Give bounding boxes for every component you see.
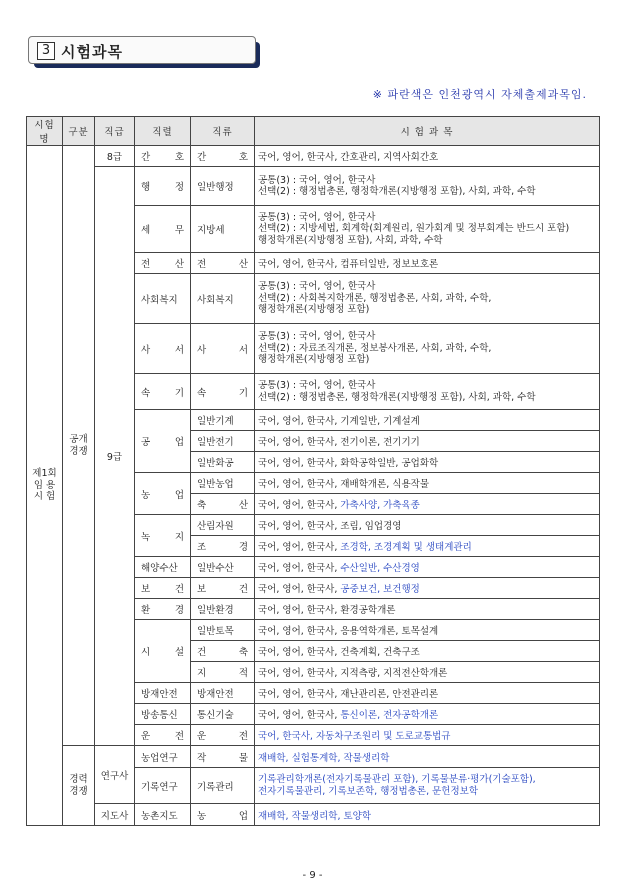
- subjects-common: 국어, 영어, 한국사,: [258, 542, 341, 553]
- subjects-cell: [255, 578, 600, 599]
- subjects-cell: 공통(3) : 국어, 영어, 한국사 선택(2) : 행정법총론, 행정학개론(지방행정 포함), 사회, 과학, 수학: [255, 167, 600, 206]
- header-exam: 시험명: [27, 117, 63, 146]
- class-cell: 일반전기: [191, 431, 255, 452]
- series-cell: 농 업: [135, 473, 191, 515]
- class-cell: 기록관리: [191, 768, 255, 804]
- series-cell: 행 정: [135, 167, 191, 206]
- series-cell: 기록연구: [135, 768, 191, 804]
- subjects-cell: 재배학, 작물생리학, 토양학: [255, 804, 600, 826]
- subjects-cell: 재배학, 실험통계학, 작물생리학: [255, 746, 600, 768]
- header-subjects: 시 험 과 목: [255, 117, 600, 146]
- class-cell: 속 기: [191, 374, 255, 410]
- subjects-cell: [255, 557, 600, 578]
- class-cell: 보 건: [191, 578, 255, 599]
- subjects-incheon: 가축사양, 가축육종: [340, 500, 420, 511]
- class-cell: 일반기계: [191, 410, 255, 431]
- subjects-cell: 국어, 영어, 한국사, 컴퓨터일반, 정보보호론: [255, 253, 600, 274]
- class-cell: 건 축: [191, 641, 255, 662]
- series-cell: 속 기: [135, 374, 191, 410]
- class-cell: 농 업: [191, 804, 255, 826]
- class-cell: 일반행정: [191, 167, 255, 206]
- subjects-common: 국어, 영어, 한국사,: [258, 584, 341, 595]
- class-cell: 일반환경: [191, 599, 255, 620]
- subjects-cell: 국어, 영어, 한국사, 재배학개론, 식용작물: [255, 473, 600, 494]
- class-cell: 전 산: [191, 253, 255, 274]
- blue-note: ※ 파란색은 인천광역시 자체출제과목임.: [372, 88, 587, 101]
- class-cell: 지 적: [191, 662, 255, 683]
- table-row: [27, 804, 600, 826]
- series-cell: 방송통신: [135, 704, 191, 725]
- header-grade: 직급: [95, 117, 135, 146]
- series-cell: 세 무: [135, 206, 191, 253]
- class-cell: 일반토목: [191, 620, 255, 641]
- subjects-cell: 국어, 영어, 한국사, 조림, 임업경영: [255, 515, 600, 536]
- subjects-cell: 국어, 한국사, 자동차구조원리 및 도로교통법규: [255, 725, 600, 746]
- subjects-cell: [255, 704, 600, 725]
- subjects-cell: 공통(3) : 국어, 영어, 한국사 선택(2) : 사회복지학개론, 행정법총론, 사회, 과학, 수학, 행정학개론(지방행정 포함): [255, 274, 600, 324]
- table-row: [27, 746, 600, 768]
- subjects-cell: 국어, 영어, 한국사, 기계일반, 기계설계: [255, 410, 600, 431]
- header-class: 직류: [191, 117, 255, 146]
- exam-subjects-table: [26, 116, 600, 826]
- table-header-row: [27, 117, 600, 146]
- series-cell: 녹 지: [135, 515, 191, 557]
- subjects-common: 국어, 영어, 한국사,: [258, 710, 341, 721]
- subjects-incheon: 수산일반, 수산경영: [340, 563, 420, 574]
- series-cell: 농업연구: [135, 746, 191, 768]
- class-cell: 간 호: [191, 146, 255, 167]
- subjects-cell: 기록관리학개론(전자기록물관리 포함), 기록물분류·평가(기술포함), 전자기록물관리, 기록보존학, 행정법총론, 문헌정보학: [255, 768, 600, 804]
- subjects-cell: 공통(3) : 국어, 영어, 한국사 선택(2) : 지방세법, 회계학(회계원리, 원가회계 및 정부회계는 반드시 포함) 행정학개론(지방행정 포함), 사회, 과학, 수학: [255, 206, 600, 253]
- series-cell: 전 산: [135, 253, 191, 274]
- class-cell: 사 서: [191, 324, 255, 374]
- series-cell: 환 경: [135, 599, 191, 620]
- grade-cell: 지도사: [95, 804, 135, 826]
- subjects-cell: [255, 536, 600, 557]
- series-cell: 방재안전: [135, 683, 191, 704]
- subjects-incheon: 조경학, 조경계획 및 생태계관리: [340, 542, 472, 553]
- header-box: [28, 36, 256, 64]
- subjects-cell: 국어, 영어, 한국사, 건축계획, 건축구조: [255, 641, 600, 662]
- category-open-cell: 공개 경쟁: [63, 146, 95, 746]
- table-row: [27, 167, 600, 206]
- series-cell: 해양수산: [135, 557, 191, 578]
- class-cell: 운 전: [191, 725, 255, 746]
- series-cell: 간 호: [135, 146, 191, 167]
- class-cell: 사회복지: [191, 274, 255, 324]
- series-cell: 농촌지도: [135, 804, 191, 826]
- section-header: [28, 36, 260, 68]
- section-number: 3: [37, 42, 55, 60]
- subjects-cell: 국어, 영어, 한국사, 화학공학일반, 공업화학: [255, 452, 600, 473]
- class-cell: 지방세: [191, 206, 255, 253]
- subjects-common: 국어, 영어, 한국사,: [258, 563, 341, 574]
- subjects-cell: 국어, 영어, 한국사, 응용역학개론, 토목설계: [255, 620, 600, 641]
- class-cell: 작 물: [191, 746, 255, 768]
- class-cell: 방재안전: [191, 683, 255, 704]
- series-cell: 공 업: [135, 410, 191, 473]
- class-cell: 일반수산: [191, 557, 255, 578]
- subjects-cell: 국어, 영어, 한국사, 전기이론, 전기기기: [255, 431, 600, 452]
- class-cell: 축 산: [191, 494, 255, 515]
- subjects-cell: 국어, 영어, 한국사, 환경공학개론: [255, 599, 600, 620]
- subjects-cell: 공통(3) : 국어, 영어, 한국사 선택(2) : 행정법총론, 행정학개론(지방행정 포함), 사회, 과학, 수학: [255, 374, 600, 410]
- page-number: - 9 -: [302, 870, 323, 881]
- grade-cell: 9급: [95, 167, 135, 746]
- subjects-cell: 국어, 영어, 한국사, 지적측량, 지적전산학개론: [255, 662, 600, 683]
- class-cell: 통신기술: [191, 704, 255, 725]
- subjects-incheon: 통신이론, 전자공학개론: [340, 710, 439, 721]
- class-cell: 일반화공: [191, 452, 255, 473]
- series-cell: 보 건: [135, 578, 191, 599]
- subjects-cell: 국어, 영어, 한국사, 재난관리론, 안전관리론: [255, 683, 600, 704]
- series-cell: 시 설: [135, 620, 191, 683]
- series-cell: 사회복지: [135, 274, 191, 324]
- subjects-cell: 국어, 영어, 한국사, 간호관리, 지역사회간호: [255, 146, 600, 167]
- series-cell: 운 전: [135, 725, 191, 746]
- category-career-cell: 경력 경쟁: [63, 746, 95, 826]
- subjects-incheon: 공중보건, 보건행정: [340, 584, 420, 595]
- section-title: 시험과목: [61, 43, 123, 61]
- table-row: [27, 146, 600, 167]
- subjects-cell: [255, 494, 600, 515]
- grade-cell: 8급: [95, 146, 135, 167]
- exam-name-cell: 제1회 임 용 시 험: [27, 146, 63, 826]
- class-cell: 일반농업: [191, 473, 255, 494]
- grade-cell: 연구사: [95, 746, 135, 804]
- class-cell: 산림자원: [191, 515, 255, 536]
- header-category: 구분: [63, 117, 95, 146]
- class-cell: 조 경: [191, 536, 255, 557]
- subjects-common: 국어, 영어, 한국사,: [258, 500, 341, 511]
- header-series: 직렬: [135, 117, 191, 146]
- series-cell: 사 서: [135, 324, 191, 374]
- subjects-cell: 공통(3) : 국어, 영어, 한국사 선택(2) : 자료조직개론, 정보봉사개론, 사회, 과학, 수학, 행정학개론(지방행정 포함): [255, 324, 600, 374]
